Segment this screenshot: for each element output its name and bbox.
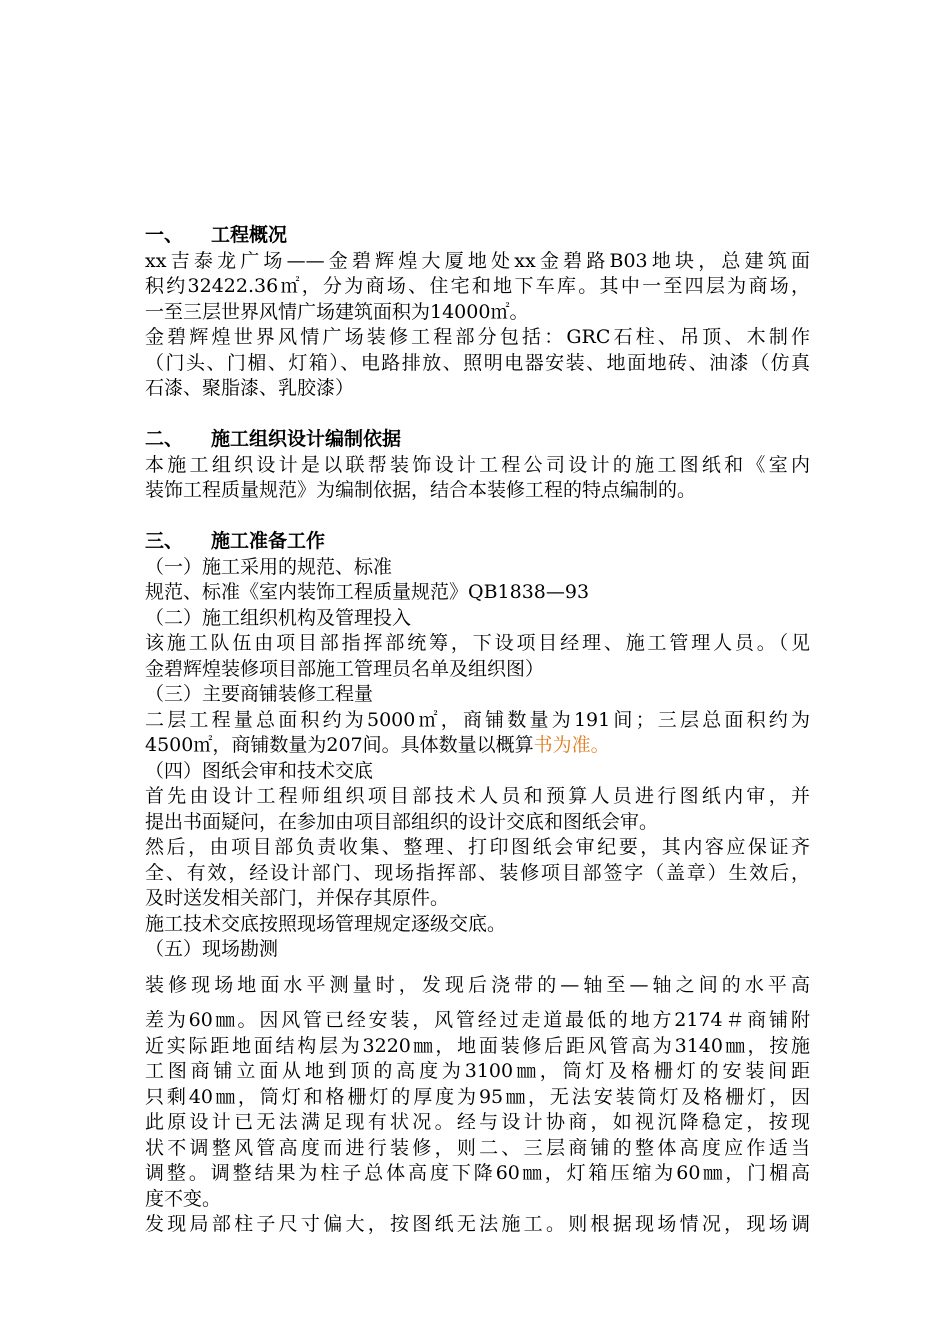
paragraph-line: 石漆、聚脂漆、乳胶漆） [145,377,355,399]
paragraph-line: （门头、门楣、灯箱）、电路排放、照明电器安装、地面地砖、油漆（仿真 [145,351,810,374]
paragraph-line: 工图商铺立面从地到顶的高度为3100㎜，筒灯及格栅灯的安装间距 [145,1060,810,1082]
paragraph-line: 一至三层世界风情广场建筑面积为14000㎡。 [145,300,529,323]
subsection-heading: （五）现场勘测 [145,938,279,960]
subsection-heading: （一）施工采用的规范、标准 [145,555,393,578]
paragraph-line [145,733,810,759]
paragraph-line: 金碧辉煌装修项目部施工管理员名单及组织图） [145,657,545,680]
section-number: 三、 [145,530,184,552]
paragraph-line: 本施工组织设计是以联帮装饰设计工程公司设计的施工图纸和《室内 [145,453,810,476]
section-title: 施工组织设计编制依据 [211,428,402,450]
paragraph-text: 4500㎡，商铺数量为207间。具体数量以概算 [145,734,534,756]
subsection-heading: （二）施工组织机构及管理投入 [145,606,412,629]
section-title: 工程概况 [211,224,288,246]
paragraph-line: 状不调整风管高度而进行装修，则二、三层商铺的整体高度应作适当 [145,1136,810,1159]
paragraph-line: 度不变。 [145,1187,222,1210]
paragraph-line: 然后，由项目部负责收集、整理、打印图纸会审纪要，其内容应保证齐 [145,836,810,858]
paragraph-line: 及时送发相关部门，并保存其原件。 [145,887,450,909]
paragraph-line: 金碧辉煌世界风情广场装修工程部分包括：GRC石柱、吊顶、木制作 [145,326,810,348]
section-title: 施工准备工作 [211,530,326,552]
paragraph-line: 首先由设计工程师组织项目部技术人员和预算人员进行图纸内审，并 [145,785,810,807]
paragraph-line: 此原设计已无法满足现有状况。经与设计协商，如视沉降稳定，按现 [145,1111,810,1133]
blank-line [145,504,810,530]
paragraph-line: 近实际距地面结构层为3220㎜，地面装修后距风管高为3140㎜，按施 [145,1034,810,1057]
section-heading-3 [145,529,810,555]
spacer [145,963,810,973]
paragraph-line: 装修现场地面水平测量时，发现后浇带的—轴至—轴之间的水平高 [145,973,810,996]
section-number: 一、 [145,224,184,246]
section-number: 二、 [145,428,184,450]
paragraph-line: 提出书面疑问，在参加由项目部组织的设计交底和图纸会审。 [145,810,659,833]
paragraph-line: 施工技术交底按照现场管理规定逐级交底。 [145,912,507,935]
blank-line [145,402,810,428]
paragraph-line: xx吉泰龙广场——金碧辉煌大厦地处xx金碧路B03地块，总建筑面 [145,249,810,272]
document-page [145,223,810,1238]
paragraph-line: 该施工队伍由项目部指挥部统筹，下设项目经理、施工管理人员。（见 [145,632,810,654]
paragraph-line: 只剩40㎜，筒灯和格栅灯的厚度为95㎜，无法安装筒灯及格栅灯，因 [145,1085,810,1108]
section-heading-2 [145,427,810,453]
paragraph-line: 规范、标准《室内装饰工程质量规范》QB1838—93 [145,581,590,603]
paragraph-line: 全、有效，经设计部门、现场指挥部、装修项目部签字（盖章）生效后， [145,861,810,884]
paragraph-line: 装饰工程质量规范》为编制依据，结合本装修工程的特点编制的。 [145,479,697,501]
paragraph-line: 调整。调整结果为柱子总体高度下降60㎜，灯箱压缩为60㎜，门楣高 [145,1162,810,1184]
subsection-heading: （四）图纸会审和技术交底 [145,759,374,782]
section-heading-1 [145,223,810,249]
subsection-heading: （三）主要商铺装修工程量 [145,683,374,705]
paragraph-line: 积约32422.36㎡，分为商场、住宅和地下车库。其中一至四层为商场， [145,275,810,297]
paragraph-line: 二层工程量总面积约为5000㎡，商铺数量为191间；三层总面积约为 [145,708,810,731]
spacer [145,998,810,1008]
highlighted-text: 书为准。 [533,734,610,756]
paragraph-line: 差为60㎜。因风管已经安装，风管经过走道最低的地方2174＃商铺附 [145,1009,810,1031]
paragraph-line: 发现局部柱子尺寸偏大，按图纸无法施工。则根据现场情况，现场调 [145,1213,810,1235]
